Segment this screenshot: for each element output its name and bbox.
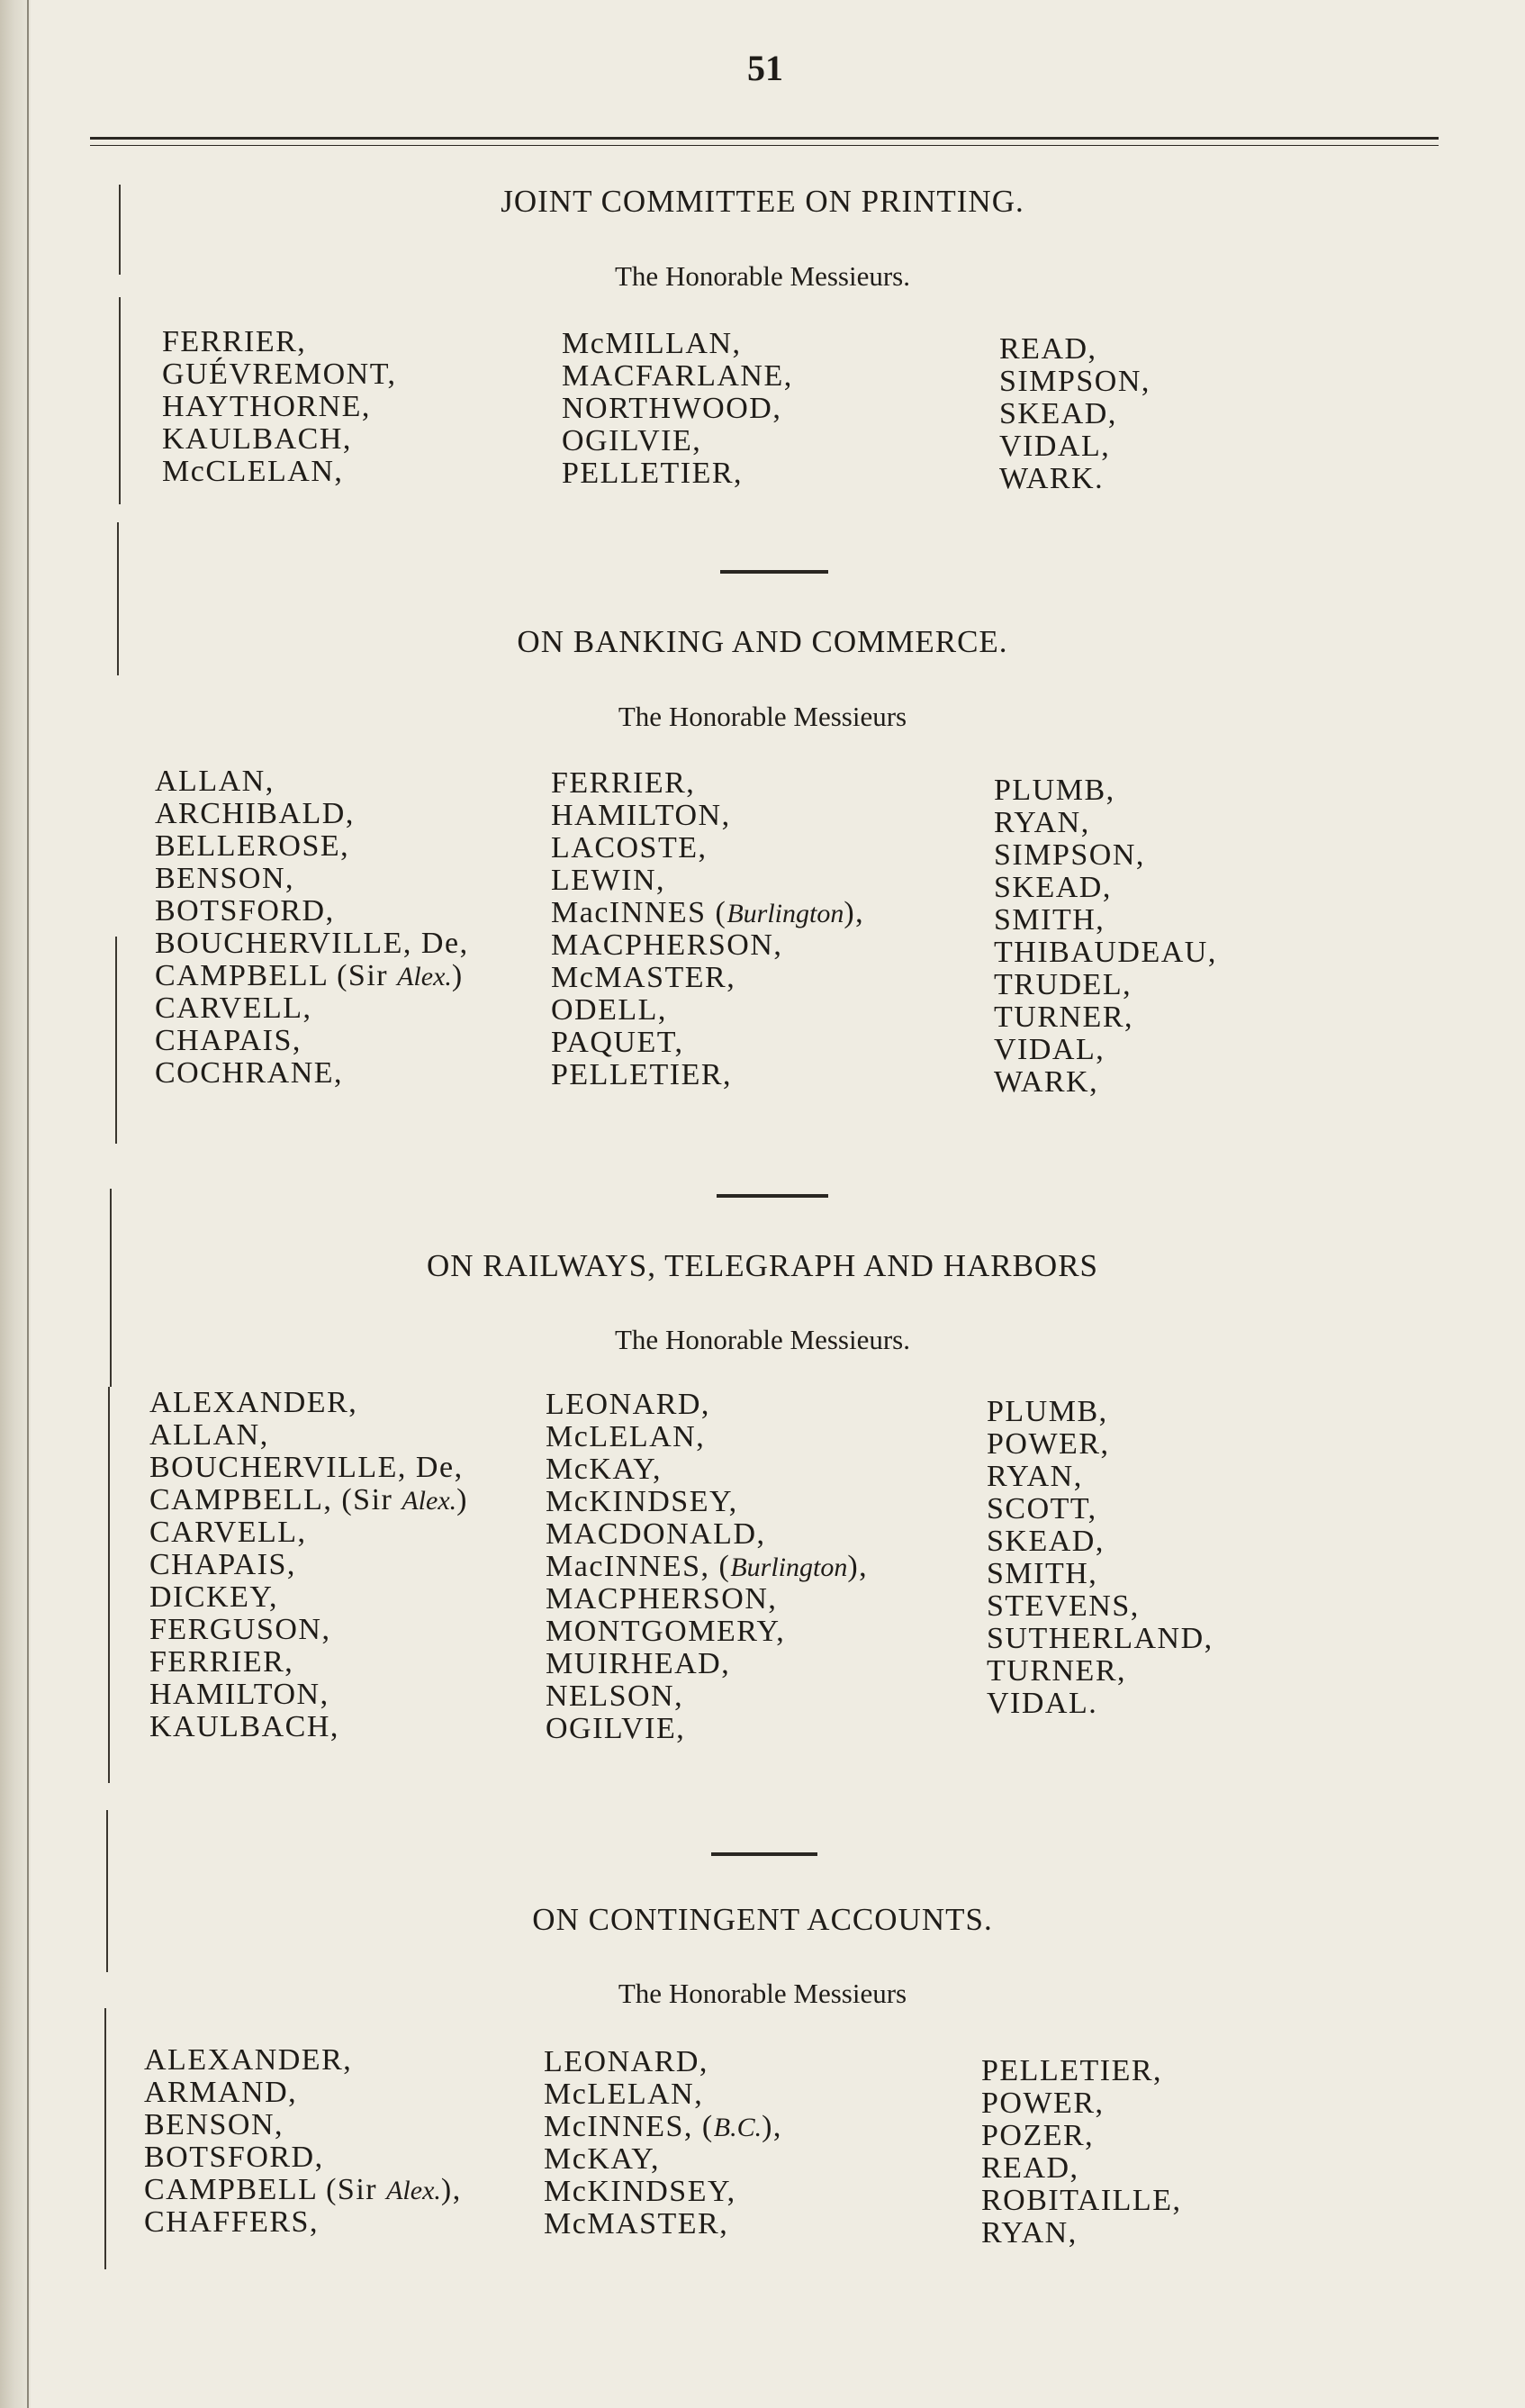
section-subtitle: The Honorable Messieurs: [618, 701, 907, 732]
member-name: KAULBACH,: [149, 1710, 339, 1743]
member-name: READ,: [981, 2151, 1079, 2185]
member-name: CHAFFERS,: [144, 2205, 319, 2239]
member-name: GUÉVREMONT,: [162, 358, 397, 391]
member-name: [155, 960, 469, 992]
member-name: McKAY,: [544, 2142, 660, 2176]
member-name: BENSON,: [155, 862, 295, 895]
member-name: COCHRANE,: [155, 1056, 344, 1090]
member-name: ALLAN,: [155, 765, 275, 798]
member-name: VIDAL,: [999, 430, 1111, 463]
member-name: ARCHIBALD,: [155, 797, 355, 830]
member-name: STEVENS,: [987, 1589, 1140, 1623]
member-name: RYAN,: [987, 1460, 1083, 1493]
member-name: MACPHERSON,: [551, 928, 783, 962]
member-name: ALLAN,: [149, 1418, 269, 1452]
section-title: JOINT COMMITTEE ON PRINTING.: [501, 184, 1024, 219]
member-name: BENSON,: [144, 2108, 284, 2141]
name-column: [999, 333, 1151, 495]
member-suffix: ): [456, 1483, 468, 1516]
member-surname: CAMPBELL (Sir: [155, 959, 398, 992]
member-name: RYAN,: [981, 2216, 1078, 2250]
name-column: [994, 774, 1217, 1099]
member-surname: MacINNES (: [551, 896, 727, 929]
member-name: WARK.: [999, 462, 1105, 495]
member-name: ALEXANDER,: [144, 2043, 353, 2077]
member-name: [544, 2111, 782, 2143]
member-name: SMITH,: [987, 1557, 1098, 1590]
gutter-edge: [27, 0, 29, 2408]
member-surname: MacINNES, (: [546, 1550, 731, 1583]
member-name: RYAN,: [994, 806, 1090, 839]
member-name: [149, 1484, 468, 1516]
member-name: POWER,: [987, 1427, 1110, 1461]
member-name: MONTGOMERY,: [546, 1615, 786, 1648]
member-name-italic: B.C.: [713, 2113, 762, 2142]
section-divider: [717, 1194, 828, 1198]
member-name: CARVELL,: [149, 1516, 307, 1549]
name-column: [562, 328, 793, 490]
section-title: ON CONTINGENT ACCOUNTS.: [532, 1902, 993, 1937]
member-name: McLELAN,: [544, 2078, 704, 2111]
name-column: [144, 2044, 462, 2239]
margin-mark: [115, 937, 117, 1144]
section-divider: [711, 1852, 817, 1856]
member-name: NORTHWOOD,: [562, 392, 782, 425]
member-name: OGILVIE,: [546, 1712, 686, 1745]
margin-mark: [110, 1189, 112, 1387]
member-name: LEONARD,: [546, 1388, 710, 1421]
member-name: NELSON,: [546, 1679, 684, 1713]
name-column: [981, 2055, 1181, 2250]
section-divider: [720, 570, 828, 574]
section-subtitle: The Honorable Messieurs: [618, 1978, 907, 2009]
member-name: McKINDSEY,: [544, 2175, 736, 2208]
member-name: ALEXANDER,: [149, 1386, 358, 1419]
member-name: TRUDEL,: [994, 968, 1132, 1001]
member-name: ODELL,: [551, 993, 667, 1027]
member-name: HAMILTON,: [149, 1678, 329, 1711]
member-name: VIDAL.: [987, 1687, 1098, 1720]
header-rule: [90, 137, 1439, 140]
margin-mark: [104, 2008, 106, 2269]
member-name: DICKEY,: [149, 1580, 279, 1614]
section-subtitle: The Honorable Messieurs.: [615, 260, 910, 292]
member-name: KAULBACH,: [162, 422, 352, 456]
member-name: CHAPAIS,: [155, 1024, 302, 1057]
member-name: TURNER,: [994, 1000, 1133, 1034]
member-name: ROBITAILLE,: [981, 2184, 1182, 2217]
page-number: 51: [747, 48, 783, 88]
member-name: MACDONALD,: [546, 1517, 766, 1551]
member-name: HAYTHORNE,: [162, 390, 371, 423]
member-name: [144, 2174, 462, 2206]
member-name: BOUCHERVILLE, De,: [155, 927, 469, 960]
name-column: [155, 765, 469, 1090]
member-name: HAMILTON,: [551, 799, 731, 832]
member-name: MACFARLANE,: [562, 359, 793, 393]
margin-mark: [108, 1387, 110, 1783]
member-name: SCOTT,: [987, 1492, 1097, 1525]
section-subtitle: The Honorable Messieurs.: [615, 1324, 910, 1355]
member-name: MUIRHEAD,: [546, 1647, 731, 1680]
member-surname: CAMPBELL, (Sir: [149, 1483, 402, 1516]
member-name: TURNER,: [987, 1654, 1126, 1688]
member-name: FERRIER,: [149, 1645, 294, 1679]
member-name: POWER,: [981, 2087, 1105, 2120]
name-column: [551, 767, 864, 1091]
member-name: FERRIER,: [162, 325, 307, 358]
section-title: ON RAILWAYS, TELEGRAPH AND HARBORS: [426, 1248, 1099, 1283]
margin-mark: [119, 297, 121, 504]
member-suffix: ),: [844, 896, 865, 929]
member-name: SKEAD,: [999, 397, 1117, 430]
member-name: THIBAUDEAU,: [994, 936, 1217, 969]
member-name: POZER,: [981, 2119, 1095, 2152]
member-name: SKEAD,: [994, 871, 1112, 904]
member-suffix: ): [451, 959, 464, 992]
member-name: [546, 1551, 868, 1583]
member-name: PELLETIER,: [981, 2054, 1163, 2087]
member-name: ARMAND,: [144, 2076, 298, 2109]
member-name: WARK,: [994, 1065, 1099, 1099]
header-rule-thin: [90, 145, 1439, 146]
member-name-italic: Burlington: [730, 1553, 848, 1582]
member-name: SIMPSON,: [999, 365, 1151, 398]
member-name: [551, 897, 864, 929]
member-name: VIDAL,: [994, 1033, 1105, 1066]
member-name: PLUMB,: [987, 1395, 1108, 1428]
member-suffix: ),: [847, 1550, 869, 1583]
member-name-italic: Burlington: [726, 899, 844, 928]
member-name: SMITH,: [994, 903, 1105, 937]
name-column: [544, 2046, 782, 2241]
member-name: OGILVIE,: [562, 424, 702, 457]
name-column: [162, 326, 396, 488]
page-gutter: [0, 0, 31, 2408]
member-name: McMASTER,: [544, 2207, 729, 2241]
member-name: LACOSTE,: [551, 831, 708, 865]
member-name: MACPHERSON,: [546, 1582, 778, 1616]
member-name: LEONARD,: [544, 2045, 708, 2078]
member-name: READ,: [999, 332, 1097, 366]
member-name: McLELAN,: [546, 1420, 706, 1453]
member-name: McMASTER,: [551, 961, 736, 994]
member-name: SIMPSON,: [994, 838, 1145, 872]
section-title: ON BANKING AND COMMERCE.: [517, 624, 1008, 659]
member-name: McMILLAN,: [562, 327, 742, 360]
member-name: BOUCHERVILLE, De,: [149, 1451, 464, 1484]
member-name: BELLEROSE,: [155, 829, 350, 863]
member-surname: McINNES, (: [544, 2110, 714, 2143]
name-column: [149, 1387, 468, 1743]
name-column: [987, 1396, 1214, 1720]
member-name: PELLETIER,: [551, 1058, 733, 1091]
member-name: BOTSFORD,: [144, 2141, 324, 2174]
member-name: SUTHERLAND,: [987, 1622, 1214, 1655]
member-name: PAQUET,: [551, 1026, 684, 1059]
member-name-italic: Alex.: [386, 2176, 441, 2205]
member-name: McCLELAN,: [162, 455, 344, 488]
member-name: BOTSFORD,: [155, 894, 335, 928]
member-name: FERRIER,: [551, 766, 696, 800]
name-column: [546, 1389, 868, 1745]
member-name: LEWIN,: [551, 864, 666, 897]
member-name: CARVELL,: [155, 991, 312, 1025]
member-surname: CAMPBELL (Sir: [144, 2173, 387, 2206]
member-name: SKEAD,: [987, 1525, 1105, 1558]
member-name: CHAPAIS,: [149, 1548, 296, 1581]
member-name: McKINDSEY,: [546, 1485, 738, 1518]
member-name-italic: Alex.: [397, 962, 452, 991]
margin-mark: [106, 1810, 108, 1972]
member-name: PELLETIER,: [562, 457, 744, 490]
member-suffix: ),: [440, 2173, 462, 2206]
member-name-italic: Alex.: [402, 1486, 457, 1516]
member-name: PLUMB,: [994, 774, 1115, 807]
member-suffix: ),: [762, 2110, 782, 2143]
member-name: McKAY,: [546, 1453, 662, 1486]
member-name: FERGUSON,: [149, 1613, 331, 1646]
